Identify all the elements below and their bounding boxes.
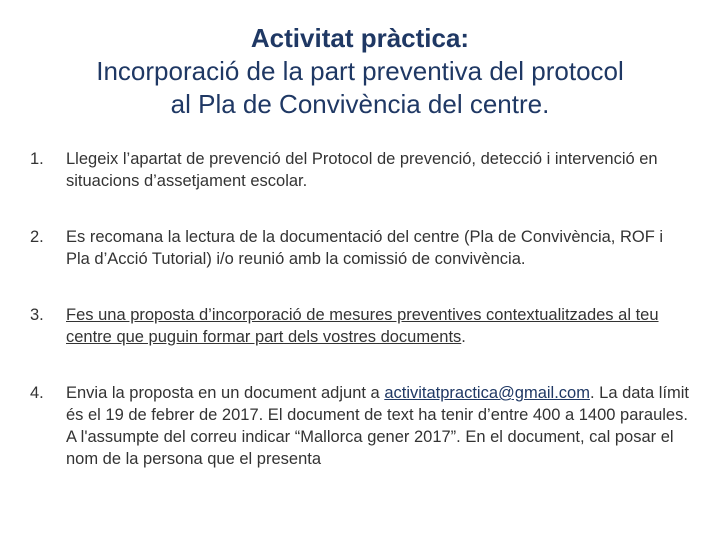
title-line-3: al Pla de Convivència del centre. — [170, 89, 550, 119]
instructions-list — [30, 148, 690, 470]
list-item-text-before: Envia la proposta en un document adjunt a — [66, 384, 385, 402]
title-line-2: Incorporació de la part preventiva del protocol — [96, 56, 624, 86]
slide-title — [0, 22, 720, 121]
list-number: 3. — [30, 306, 44, 324]
list-item-text-end: . — [461, 328, 466, 346]
list-item-text: Llegeix l’apartat de prevenció del Protocol de prevenció, detecció i intervenció en situacions d’assetjament escolar. — [66, 150, 658, 190]
list-item-text-after: . La data límit és el 19 de febrer de 2017. El document de text ha tenir d’entre 400 a 1400 paraules. A l'assumpte del correu indicar “Mallorca gener 2017”. En el document, cal posar el nom de la persona que el presenta — [66, 384, 690, 468]
list-item-text-underlined: Fes una proposta d’incorporació de mesures preventives contextualitzades al teu centre que puguin formar part dels vostres documents — [66, 306, 659, 346]
list-item — [30, 304, 690, 348]
email-link[interactable]: activitatpractica@gmail.com — [384, 384, 590, 402]
list-item — [30, 148, 690, 192]
list-number: 4. — [30, 384, 44, 402]
list-item — [30, 226, 690, 270]
list-number: 1. — [30, 150, 44, 168]
list-item — [30, 382, 690, 470]
list-item-text: Es recomana la lectura de la documentació del centre (Pla de Convivència, ROF i Pla d’Acció Tutorial) i/o reunió amb la comissió de convivència. — [66, 228, 664, 268]
title-line-1: Activitat pràctica: — [250, 23, 470, 53]
list-number: 2. — [30, 228, 44, 246]
